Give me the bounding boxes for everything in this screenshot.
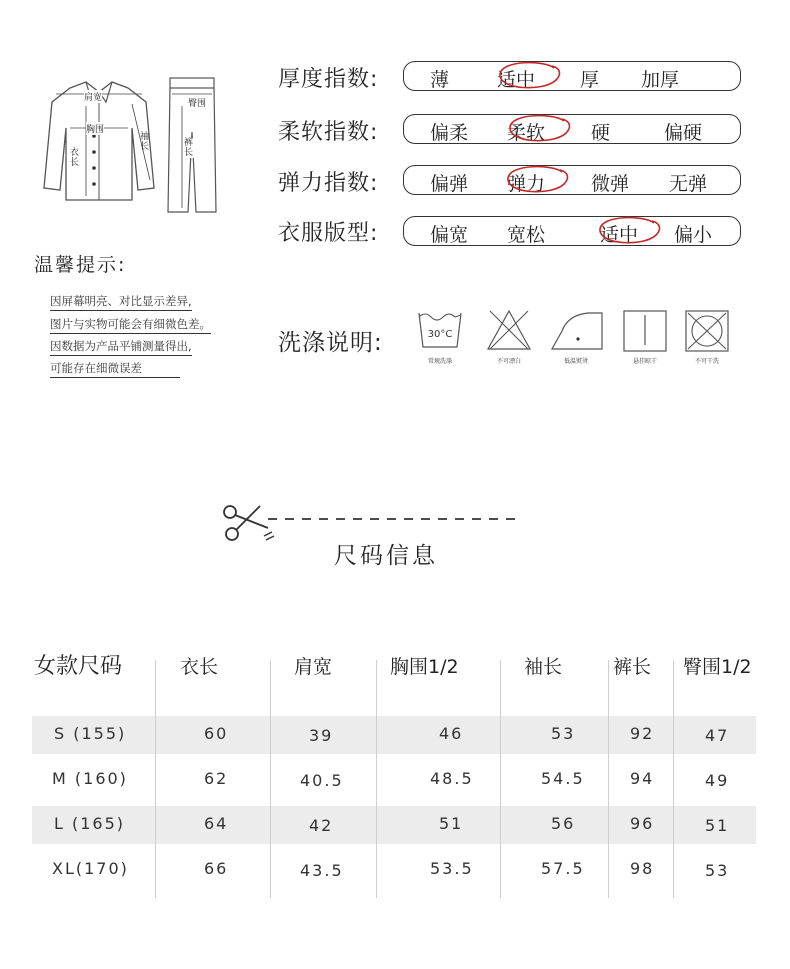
wash-caption: 悬挂晾干 <box>632 358 657 365</box>
no-tumble-dry-icon <box>682 307 732 353</box>
index-option: 无弹 <box>669 173 708 195</box>
column-divider <box>270 660 271 898</box>
index-option: 偏硬 <box>664 122 703 144</box>
table-cell: 48.5 <box>430 769 474 788</box>
index-label: 弹力指数: <box>278 171 379 196</box>
table-cell: 47 <box>705 726 730 745</box>
tip-line: 因数据为产品平铺测量得出, <box>50 338 192 356</box>
table-header: 衣长 <box>180 656 219 678</box>
index-option-selected: 适中 <box>497 69 536 91</box>
index-option: 偏小 <box>674 224 713 246</box>
table-cell: 96 <box>630 814 655 833</box>
index-option-selected: 柔软 <box>507 122 546 144</box>
tips-title: 温馨提示: <box>34 254 127 276</box>
size-section-title: 尺码信息 <box>334 543 438 569</box>
table-cell: 94 <box>630 769 655 788</box>
table-cell: 40.5 <box>300 771 344 790</box>
table-cell: 39 <box>309 726 334 745</box>
table-cell: 51 <box>439 814 464 833</box>
table-cell: 46 <box>439 724 464 743</box>
table-cell: S (155) <box>54 724 127 743</box>
table-header: 女款尺码 <box>34 654 123 679</box>
wash-item <box>412 307 468 365</box>
low-iron-icon <box>548 307 604 353</box>
index-option: 薄 <box>430 69 450 91</box>
shoulder-label: 肩宽 <box>84 90 102 103</box>
table-header: 臀围1/2 <box>683 656 752 678</box>
pants-diagram <box>164 76 224 216</box>
index-option-box <box>403 114 741 144</box>
pants-length-label: 裤长 <box>184 138 194 158</box>
table-cell: 60 <box>204 724 229 743</box>
table-header: 裤长 <box>613 656 652 678</box>
wash-caption: 低温熨烫 <box>563 358 588 365</box>
wash-item <box>679 307 735 365</box>
wash-caption: 不可干洗 <box>694 358 719 365</box>
index-label: 柔软指数: <box>278 120 379 145</box>
index-option: 厚 <box>580 69 600 91</box>
no-bleach-icon <box>484 307 534 353</box>
index-option: 宽松 <box>507 224 546 246</box>
index-option: 偏宽 <box>430 224 469 246</box>
column-divider <box>673 660 674 898</box>
tip-line: 可能存在细微误差 <box>50 360 180 378</box>
table-cell: 98 <box>630 859 655 878</box>
table-cell: L (165) <box>54 814 126 833</box>
wash-temp: 30°C <box>427 329 453 340</box>
index-option: 偏弹 <box>430 173 469 195</box>
hip-label: 臀围 <box>188 96 206 109</box>
table-cell: M (160) <box>52 769 128 788</box>
table-cell: 62 <box>204 769 229 788</box>
top-diagram <box>34 76 164 206</box>
table-header: 肩宽 <box>294 656 333 678</box>
index-option-selected: 弹力 <box>507 173 546 195</box>
table-cell: 66 <box>204 859 229 878</box>
wash-item <box>548 307 604 365</box>
index-option-box <box>403 165 741 195</box>
index-option: 硬 <box>591 122 611 144</box>
wash-item <box>617 307 673 365</box>
table-cell: 56 <box>551 814 576 833</box>
table-cell: 51 <box>705 816 730 835</box>
table-cell: XL(170) <box>52 859 129 878</box>
sleeve-length-label: 袖长 <box>140 132 150 152</box>
index-option-box <box>403 61 741 91</box>
table-cell: 92 <box>630 724 655 743</box>
tip-line: 因屏幕明亮、对比显示差异, <box>50 293 192 311</box>
table-cell: 53 <box>551 724 576 743</box>
table-cell: 49 <box>705 771 730 790</box>
index-option-box <box>403 216 741 246</box>
index-label: 厚度指数: <box>278 67 379 92</box>
index-option: 加厚 <box>641 69 680 91</box>
wash-30-icon <box>415 307 465 353</box>
column-divider <box>608 660 609 898</box>
index-option: 偏柔 <box>430 122 469 144</box>
table-cell: 57.5 <box>541 859 585 878</box>
column-divider <box>155 660 156 898</box>
table-cell: 54.5 <box>541 769 585 788</box>
dashed-cut-line <box>268 514 518 524</box>
index-label: 衣服版型: <box>278 221 379 246</box>
top-length-label: 衣长 <box>70 148 80 168</box>
table-cell: 43.5 <box>300 861 344 880</box>
tip-line: 图片与实物可能会有细微色差。 <box>50 316 211 334</box>
index-option-selected: 适中 <box>600 224 639 246</box>
wash-caption: 常规洗涤 <box>427 358 452 365</box>
wash-title: 洗涤说明: <box>278 330 383 356</box>
hang-dry-icon <box>620 307 670 353</box>
chest-label: 胸围 <box>86 122 104 135</box>
table-cell: 53 <box>705 861 730 880</box>
table-cell: 53.5 <box>430 859 474 878</box>
table-cell: 64 <box>204 814 229 833</box>
wash-item <box>481 307 537 365</box>
wash-caption: 不可漂白 <box>496 358 521 365</box>
table-header: 袖长 <box>524 656 563 678</box>
table-header: 胸围1/2 <box>390 656 459 678</box>
column-divider <box>500 660 501 898</box>
column-divider <box>376 660 377 898</box>
index-option: 微弹 <box>591 173 630 195</box>
table-cell: 42 <box>309 816 334 835</box>
